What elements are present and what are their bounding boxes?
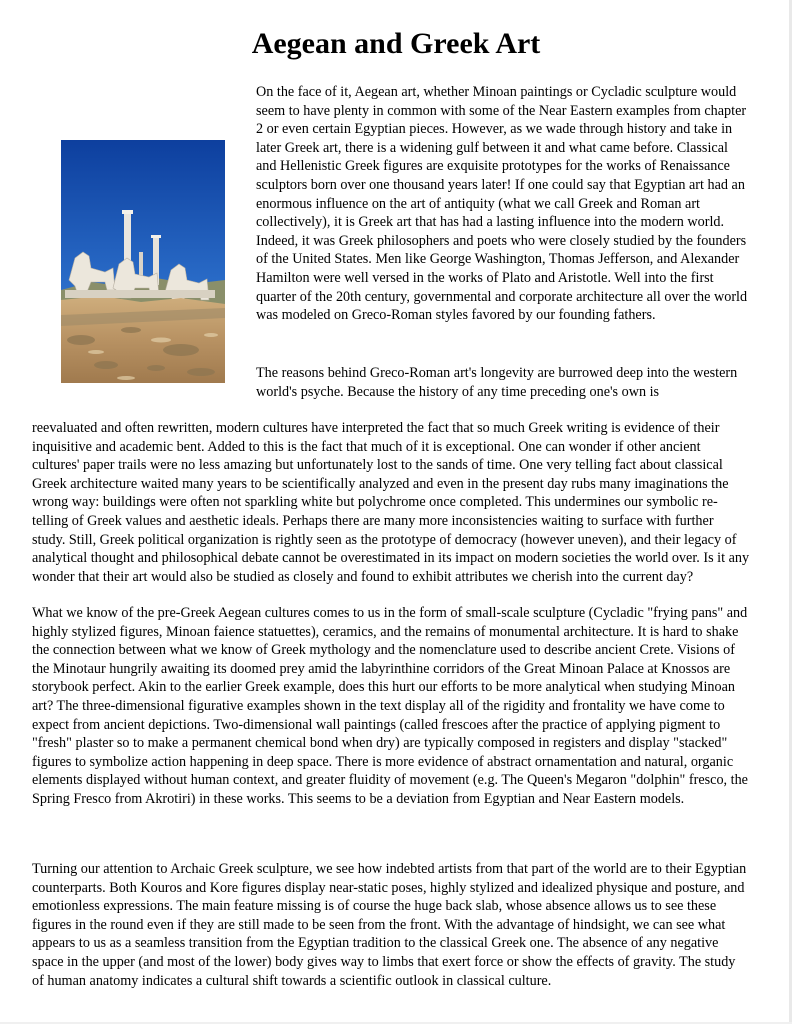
lion-terrace-photo [61, 140, 225, 383]
paragraph-longevity-end: reevaluated and often rewritten, modern cultures have interpreted the fact that so much Greek writing is evidence of their inquisitive and academic bent. Added to this is the fact that much of it is exceptional. One can wonder if other ancient cultures' paper trails were no less amazing but unfortunately lost to the sands of time. One very telling fact about classical Greek architecture waited many years to be scientifically analyzed and even in the present day rubs many imaginations the wrong way: buildings were often not sparkling white but polychrome once completed. This undermines our symbolic re-telling of Greek values and aesthetic ideals. Perhaps there are many more inconsistencies waiting to surface with further study. Still, Greek political organization is rightly seen as the prototype of democracy (however uneven), and their legacy of analytical thought and philosophical debate cannot be overestimated in its impact on modern societies the world over. Is it any wonder that their art would also be studied as closely and found to exhibit attributes we cherish into the current day? [32, 420, 750, 585]
paragraph-intro: On the face of it, Aegean art, whether Minoan paintings or Cycladic sculpture would seem to have plenty in common with some of the Near Eastern examples from chapter 2 or even certain Egyptian pieces. However, as we wade through history and take in later Greek art, there is a widening gulf between it and what came before. Classical and Hellenistic Greek figures are exquisite prototypes for the works of Renaissance sculptors born over one thousand years later! If one could say that Egyptian art had an enormous influence on the art of antiquity (what we call Greek and Roman art collectively), it is Greek art that has had a lasting influence into the modern world. Indeed, it was Greek philosophers and poets who were closely studied by the founders of the United States. Men like George Washington, Thomas Jefferson, and Alexander Hamilton were well versed in the works of Plato and Aristotle. Well into the first quarter of the 20th century, governmental and corporate architecture all over the world was modeled on Greco-Roman styles favored by our founding fathers. [256, 84, 748, 324]
paragraph-aegean-cultures: What we know of the pre-Greek Aegean cultures comes to us in the form of small-scale sculpture (Cycladic "frying pans" and highly stylized figures, Minoan faience statuettes), ceramics, and the remains of monumental architecture. It is hard to shake the connection between what we know of Greek mythology and the nomenclature used to describe ancient Crete. Visions of the Minotaur hungrily awaiting its doomed prey amid the labyrinthine corridors of the Great Minoan Palace at Knossos are storybook perfect. Akin to the earlier Greek example, does this hurt our efforts to be more analytical when studying Minoan art? The three-dimensional figurative examples shown in the text display all of the rigidity and frontality we have come to expect from ancient depictions. Two-dimensional wall paintings (called frescoes after the practice of applying pigment to "fresh" plaster so to make a permanent chemical bond when dry) are typically composed in registers and display "stacked" figures to symbolize action happening in deep space. There is more evidence of abstract ornamentation and natural, organic elements displayed without human context, and greater fluidity of movement (e.g. The Queen's Megaron "dolphin" fresco, the Spring Fresco from Akrotiri) in these works. This seems to be a deviation from Egyptian and Near Eastern models. [32, 605, 748, 807]
paragraph-longevity-start: The reasons behind Greco-Roman art's longevity are burrowed deep into the western world's psyche. Because the history of any time preceding one's own is [256, 365, 738, 400]
page-title: Aegean and Greek Art [251, 27, 541, 60]
paragraph-archaic-sculpture: Turning our attention to Archaic Greek sculpture, we see how indebted artists from that part of the world are to their Egyptian counterparts. Both Kouros and Kore figures display near-static poses, highly stylized and idealized physique and posture, and emotionless expressions. The main feature missing is of course the huge back slab, whose absence allows us to see these figures in the round even if they are still made to be seen from the front. With the advantage of hindsight, we can see what appears to us as a seamless transition from the Egyptian tradition to the classical Greek one. The absence of any negative space in the upper (and most of the lower) body gives way to limbs that exert force or show the effects of gravity. The study of human anatomy indicates a cultural shift towards a scientific outlook in classical culture. [32, 861, 747, 989]
